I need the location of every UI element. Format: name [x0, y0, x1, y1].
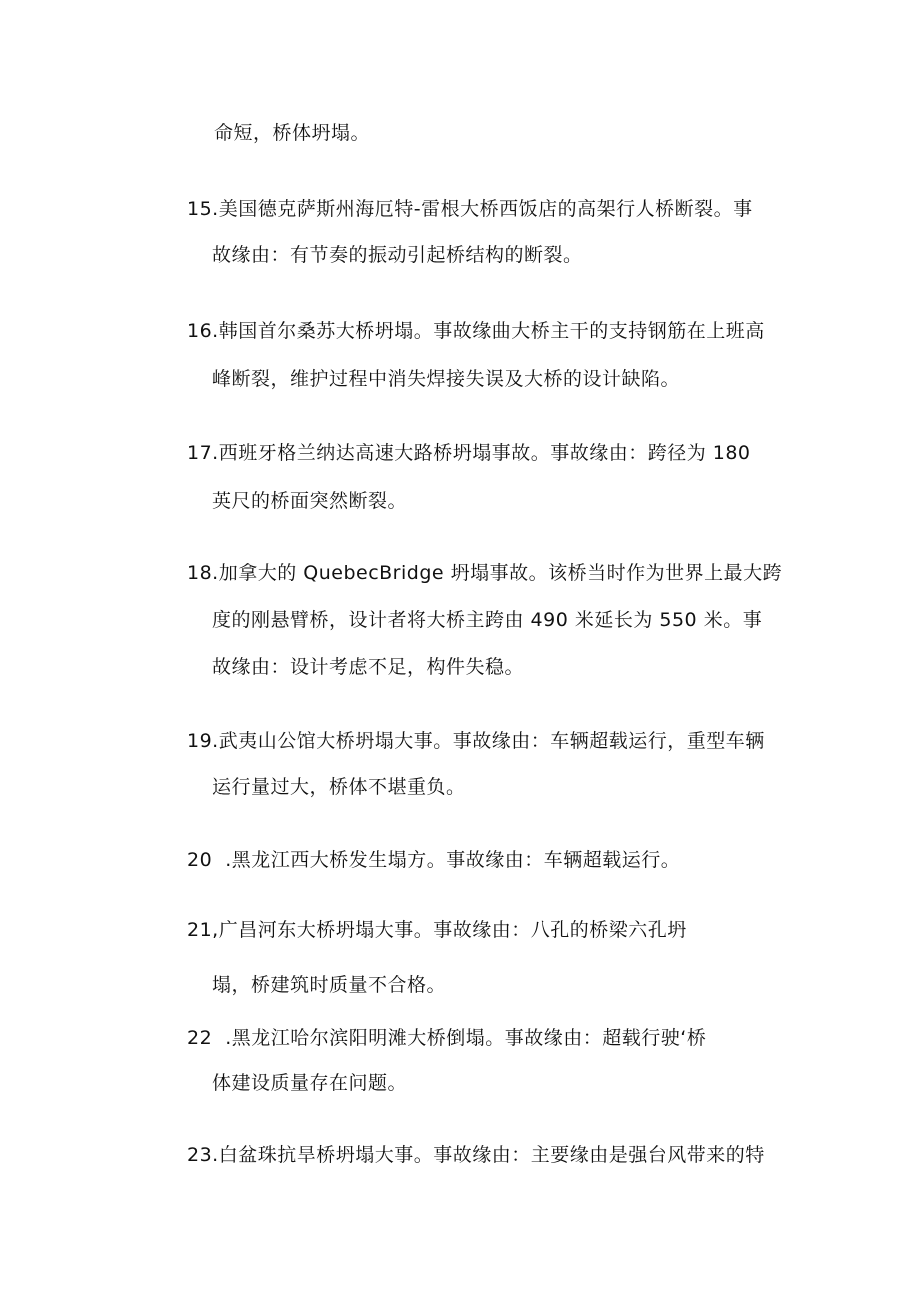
item-22-second-line: 体建设质量存在问题。 — [212, 1072, 408, 1094]
item-17-first-line: 17.西班牙格兰纳达高速大路桥坍塌事故。事故缘由：跨径为 180 — [187, 442, 751, 464]
item-18-first-line: 18.加拿大的 QuebecBridge 坍塌事故。该桥当时作为世界上最大跨 — [187, 562, 783, 584]
item-18-third-line: 故缘由：设计考虑不足，构件失稳。 — [212, 656, 525, 678]
text-line-continuation: 命短，桥体坍塌。 — [214, 122, 371, 144]
item-21-first-line: 21,广昌河东大桥坍塌大事。事故缘由：八孔的桥梁六孔坍 — [187, 919, 687, 941]
item-20-line: 20 .黑龙江西大桥发生塌方。事故缘由：车辆超载运行。 — [187, 849, 681, 871]
item-15-second-line: 故缘由：有节奏的振动引起桥结构的断裂。 — [212, 244, 583, 266]
item-22-first-line: 22 .黑龙江哈尔滨阳明滩大桥倒塌。事故缘由：超载行驶‘桥 — [187, 1027, 707, 1049]
item-19-first-line: 19.武夷山公馆大桥坍塌大事。事故缘由：车辆超载运行，重型车辆 — [187, 730, 765, 752]
item-17-second-line: 英尺的桥面突然断裂。 — [212, 490, 408, 512]
item-16-second-line: 峰断裂，维护过程中消失焊接失误及大桥的设计缺陷。 — [212, 368, 681, 390]
item-18-second-line: 度的刚悬臂桥，设计者将大桥主跨由 490 米延长为 550 米。事 — [212, 609, 763, 631]
item-15-first-line: 15.美国德克萨斯州海厄特-雷根大桥西饭店的高架行人桥断裂。事 — [187, 198, 753, 220]
item-16-first-line: 16.韩国首尔桑苏大桥坍塌。事故缘曲大桥主干的支持钢筋在上班高 — [187, 320, 765, 342]
item-19-second-line: 运行量过大，桥体不堪重负。 — [212, 776, 466, 798]
item-23-first-line: 23.白盆珠抗旱桥坍塌大事。事故缘由：主要缘由是强台风带来的特 — [187, 1144, 765, 1166]
item-21-second-line: 塌，桥建筑时质量不合格。 — [212, 974, 447, 996]
